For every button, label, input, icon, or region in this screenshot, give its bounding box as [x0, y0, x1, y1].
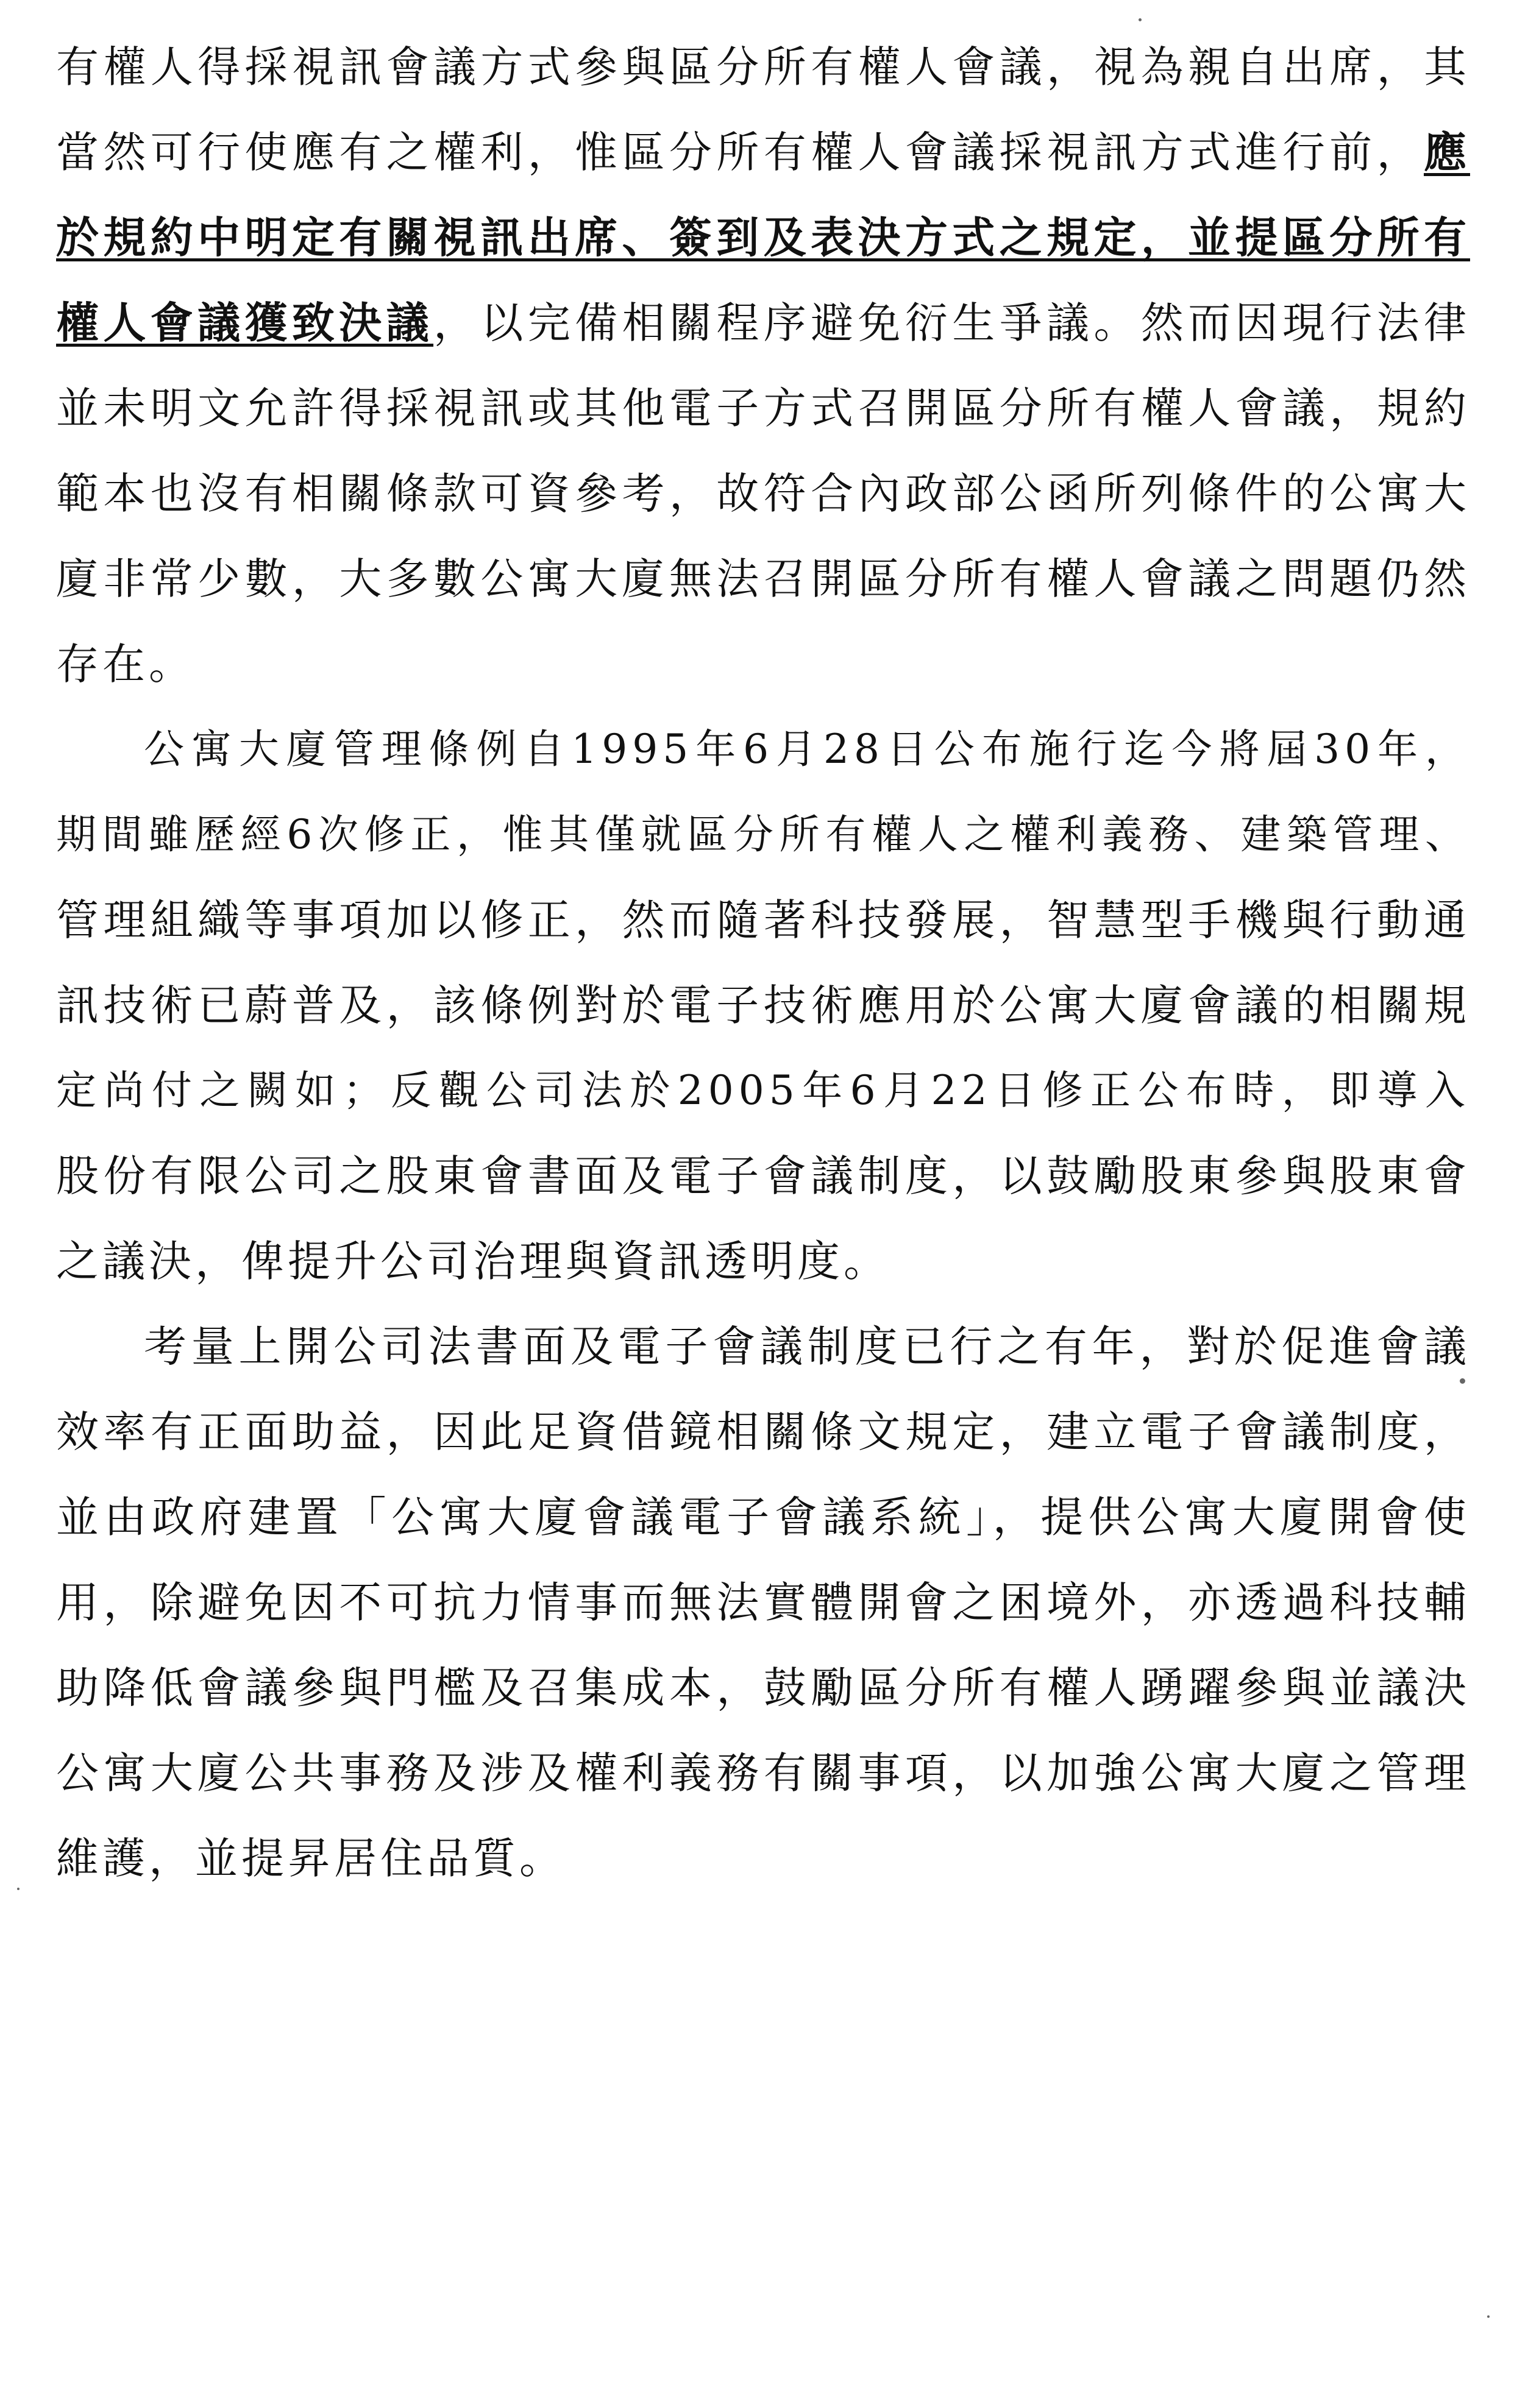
paragraph-1-line-6: 範本也沒有相關條款可資參考，故符合內政部公函所列條件的公寓大: [56, 469, 1470, 519]
paragraph-1-line-2: [56, 122, 1470, 183]
paragraph-2-line-7: 之議決，俾提升公司治理與資訊透明度。: [56, 1236, 890, 1286]
paragraph-3-line-1: 考量上開公司法書面及電子會議制度已行之有年，對於促進會議: [144, 1322, 1470, 1372]
paragraph-1-line-2-text: 當然可行使應有之權利，惟區分所有權人會議採視訊方式進行前，: [56, 127, 1424, 177]
paragraph-2-line-6: 股份有限公司之股東會書面及電子會議制度，以鼓勵股東參與股東會: [56, 1151, 1470, 1201]
scan-speck: [1460, 1378, 1465, 1384]
paragraph-1-line-4: [56, 292, 1470, 353]
paragraph-2-line-3: 管理組織等事項加以修正，然而隨著科技發展，智慧型手機與行動通: [56, 895, 1470, 945]
paragraph-3-line-7: 維護，並提昇居住品質。: [56, 1833, 566, 1883]
scan-speck: [1139, 18, 1142, 21]
paragraph-3-line-3: 並由政府建置「公寓大廈會議電子會議系統」，提供公寓大廈開會使: [56, 1492, 1470, 1542]
paragraph-1-line-5: 並未明文允許得採視訊或其他電子方式召開區分所有權人會議，規約: [56, 383, 1470, 433]
emphasis-text: 權人會議獲致決議: [56, 297, 434, 348]
emphasis-text: 於規約中明定有關視訊出席、簽到及表決方式之規定，並提區分所有: [56, 212, 1470, 263]
paragraph-3-line-6: 公寓大廈公共事務及涉及權利義務有關事項，以加強公寓大廈之管理: [56, 1748, 1470, 1798]
paragraph-3-line-5: 助降低會議參與門檻及召集成本，鼓勵區分所有權人踴躍參與並議決: [56, 1663, 1470, 1713]
paragraph-1-line-3: [56, 207, 1470, 268]
paragraph-1-line-7: 廈非常少數，大多數公寓大廈無法召開區分所有權人會議之問題仍然: [56, 554, 1470, 604]
paragraph-1-line-4-text: ，以完備相關程序避免衍生爭議。然而因現行法律: [433, 298, 1471, 348]
paragraph-2-line-1: 公寓大廈管理條例自1995年6月28日公布施行迄今將屆30年，: [144, 726, 1470, 773]
scan-speck: [17, 1888, 20, 1890]
paragraph-1-line-8: 存在。: [56, 639, 195, 689]
paragraph-3-line-4: 用，除避免因不可抗力情事而無法實體開會之困境外，亦透過科技輔: [56, 1578, 1470, 1627]
paragraph-2-line-2: 期間雖歷經6次修正，惟其僅就區分所有權人之權利義務、建築管理、: [56, 811, 1470, 858]
scan-speck: [1487, 2315, 1490, 2318]
paragraph-3-line-2: 效率有正面助益，因此足資借鏡相關條文規定，建立電子會議制度，: [56, 1407, 1470, 1457]
paragraph-2-line-5: 定尚付之闕如；反觀公司法於2005年6月22日修正公布時，即導入: [56, 1067, 1470, 1114]
emphasis-text: 應: [1424, 127, 1470, 177]
paragraph-1-line-1: 有權人得採視訊會議方式參與區分所有權人會議，視為親自出席，其: [56, 42, 1470, 92]
paragraph-2-line-4: 訊技術已蔚普及，該條例對於電子技術應用於公寓大廈會議的相關規: [56, 980, 1470, 1030]
